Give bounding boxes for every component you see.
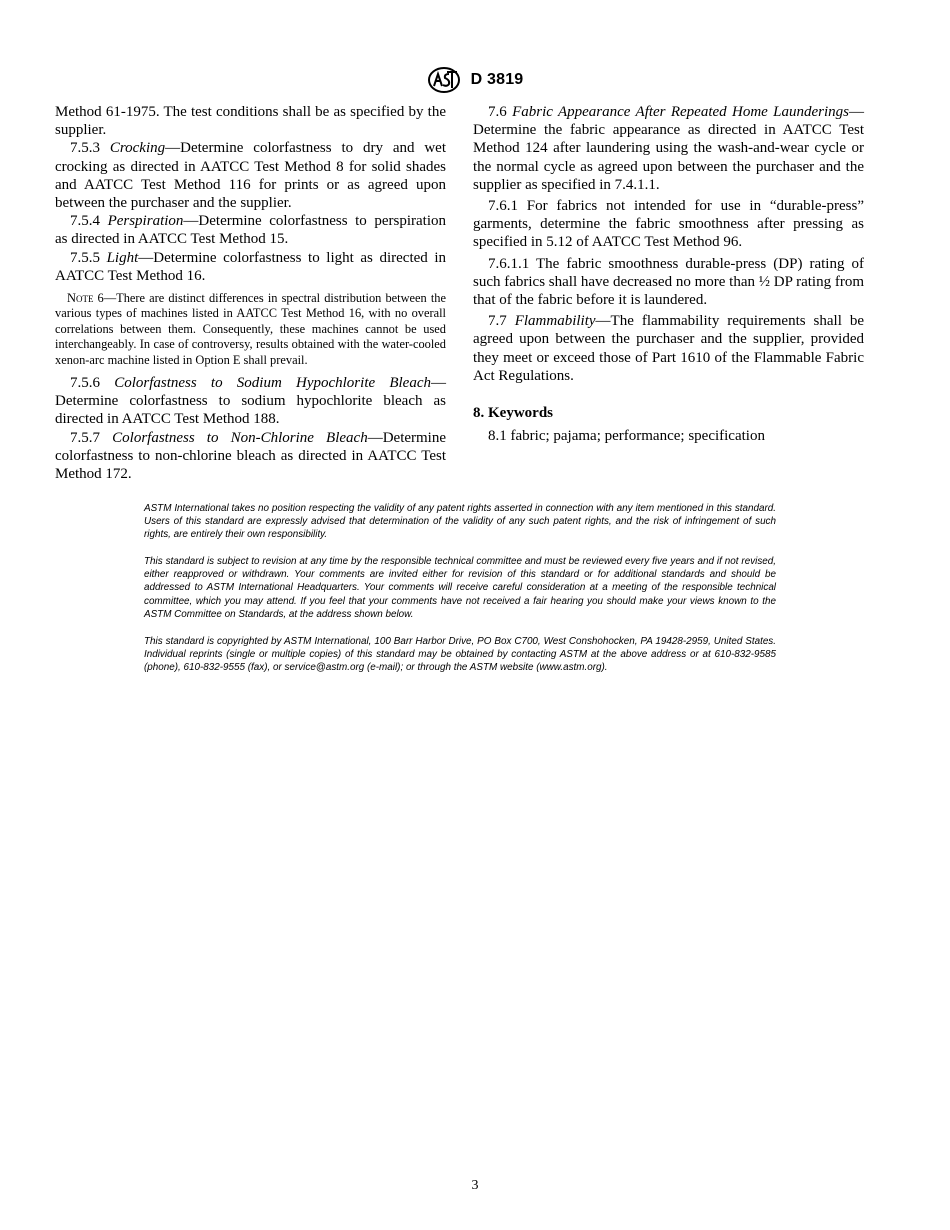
paragraph-text: —Determine colorfastness to sodium hypochlorite bleach as directed in AATCC Test Method 188.	[55, 375, 446, 428]
note-text: 6—There are distinct differences in spectral distribution between the various types of machines listed in AATCC Test Method 16, with no overall correlations between them. Consequently, these machines cannot be used interchangeably. In case of controversy, results obtained with the water-cooled xenon-arc machine listed in Option E shall prevail.	[55, 291, 446, 367]
footer-notices	[144, 502, 776, 688]
paragraph-text: —Determine the fabric appearance as directed in AATCC Test Method 124 after laundering using the wash-and-wear cycle or the normal cycle as agreed upon between the purchaser and the supplier as specified in 7.4.1.1.	[473, 104, 865, 193]
paragraph-8-1: 8.1 fabric; pajama; performance; specification	[488, 428, 765, 445]
term-sodium-hypochlorite: Colorfastness to Sodium Hypochlorite Bleach	[114, 375, 431, 392]
astm-logo-icon	[427, 66, 461, 94]
section-number: 7.5.6	[70, 375, 100, 392]
paragraph-7-7	[473, 312, 864, 385]
term-fabric-appearance: Fabric Appearance After Repeated Home Launderings	[512, 104, 850, 120]
paragraph-7-5-6	[55, 374, 446, 429]
section-number: 7.5.4	[70, 213, 100, 230]
paragraph-text: —Determine colorfastness to light as directed in AATCC Test Method 16.	[55, 249, 447, 284]
term-flammability: Flammability	[514, 313, 596, 330]
term-non-chlorine: Colorfastness to Non-Chlorine Bleach	[112, 429, 368, 446]
term-crocking: Crocking	[109, 140, 166, 157]
term-light: Light	[106, 249, 139, 266]
section-number: 7.6	[488, 104, 507, 120]
paragraph-text: —Determine colorfastness to dry and wet crocking as directed in AATCC Test Method 8 for solid shades and AATCC Test Method 116 for prints or as agreed upon between the purchaser and the supplier.	[55, 140, 447, 212]
paragraph-7-5-4	[55, 212, 446, 248]
paragraph-7-6	[473, 103, 864, 194]
paragraph-7-5-3	[55, 139, 446, 212]
paragraph-7-6-1-1: 7.6.1.1 The fabric smoothness durable-press (DP) rating of such fabrics shall have decreased no more than ½ DP rating from that of the fabric before it is laundered.	[473, 255, 864, 309]
paragraph-7-5-7	[55, 429, 446, 484]
document-number: D 3819	[470, 71, 524, 88]
footer-copyright-notice: This standard is copyrighted by ASTM International, 100 Barr Harbor Drive, PO Box C700, West Conshohocken, PA 19428-2959, United States. Individual reprints (single or multiple copies) of this standard may be obtained by contacting ASTM at the above address or at 610-832-9585 (phone), 610-832-9555 (fax), or service@astm.org (e-mail); or through the ASTM website (www.astm.org).	[144, 635, 776, 673]
footer-revision-notice: This standard is subject to revision at any time by the responsible technical committee and must be reviewed every five years and if not revised, either reapproved or withdrawn. Your comments are invited either for revision of this standard or for additional standards and should be addressed to ASTM International Headquarters. Your comments will receive careful consideration at a meeting of the responsible technical committee, which you may attend. If you feel that your comments have not received a fair hearing you should make your views known to the ASTM Committee on Standards, at the address shown below.	[144, 556, 776, 620]
section-number: 7.5.5	[70, 249, 100, 266]
paragraph-method-61: Method 61-1975. The test conditions shall be as specified by the supplier.	[55, 104, 446, 139]
paragraph-text: —Determine colorfastness to perspiration as directed in AATCC Test Method 15.	[55, 213, 446, 248]
note-6	[55, 291, 446, 368]
paragraph-7-6-1: 7.6.1 For fabrics not intended for use in “durable-press” garments, determine the fabric smoothness after pressing as specified in 5.12 of AATCC Test Method 96.	[473, 198, 864, 251]
section-number: 7.5.7	[70, 429, 100, 446]
section-number: 7.7	[488, 313, 507, 330]
right-column	[473, 103, 864, 445]
page-number: 3	[471, 1178, 479, 1193]
section-heading-keywords: 8. Keywords	[473, 405, 553, 422]
term-perspiration: Perspiration	[107, 213, 184, 230]
section-number: 7.5.3	[70, 140, 100, 157]
paragraph-7-5-5	[55, 249, 446, 285]
left-column	[55, 103, 446, 483]
page-header	[0, 66, 950, 94]
paragraph-text: —Determine colorfastness to non-chlorine bleach as directed in AATCC Test Method 172.	[55, 429, 447, 483]
footer-patent-notice: ASTM International takes no position respecting the validity of any patent rights asserted in connection with any item mentioned in this standard. Users of this standard are expressly advised that determination of the validity of any such patent rights, and the risk of infringement of such rights, are entirely their own responsibility.	[144, 503, 776, 541]
paragraph-text: —The flammability requirements shall be agreed upon between the purchaser and the supplier, provided they meet or exceed those of Part 1610 of the Flammable Fabric Act Regulations.	[473, 313, 864, 384]
note-label: Note	[67, 291, 94, 306]
